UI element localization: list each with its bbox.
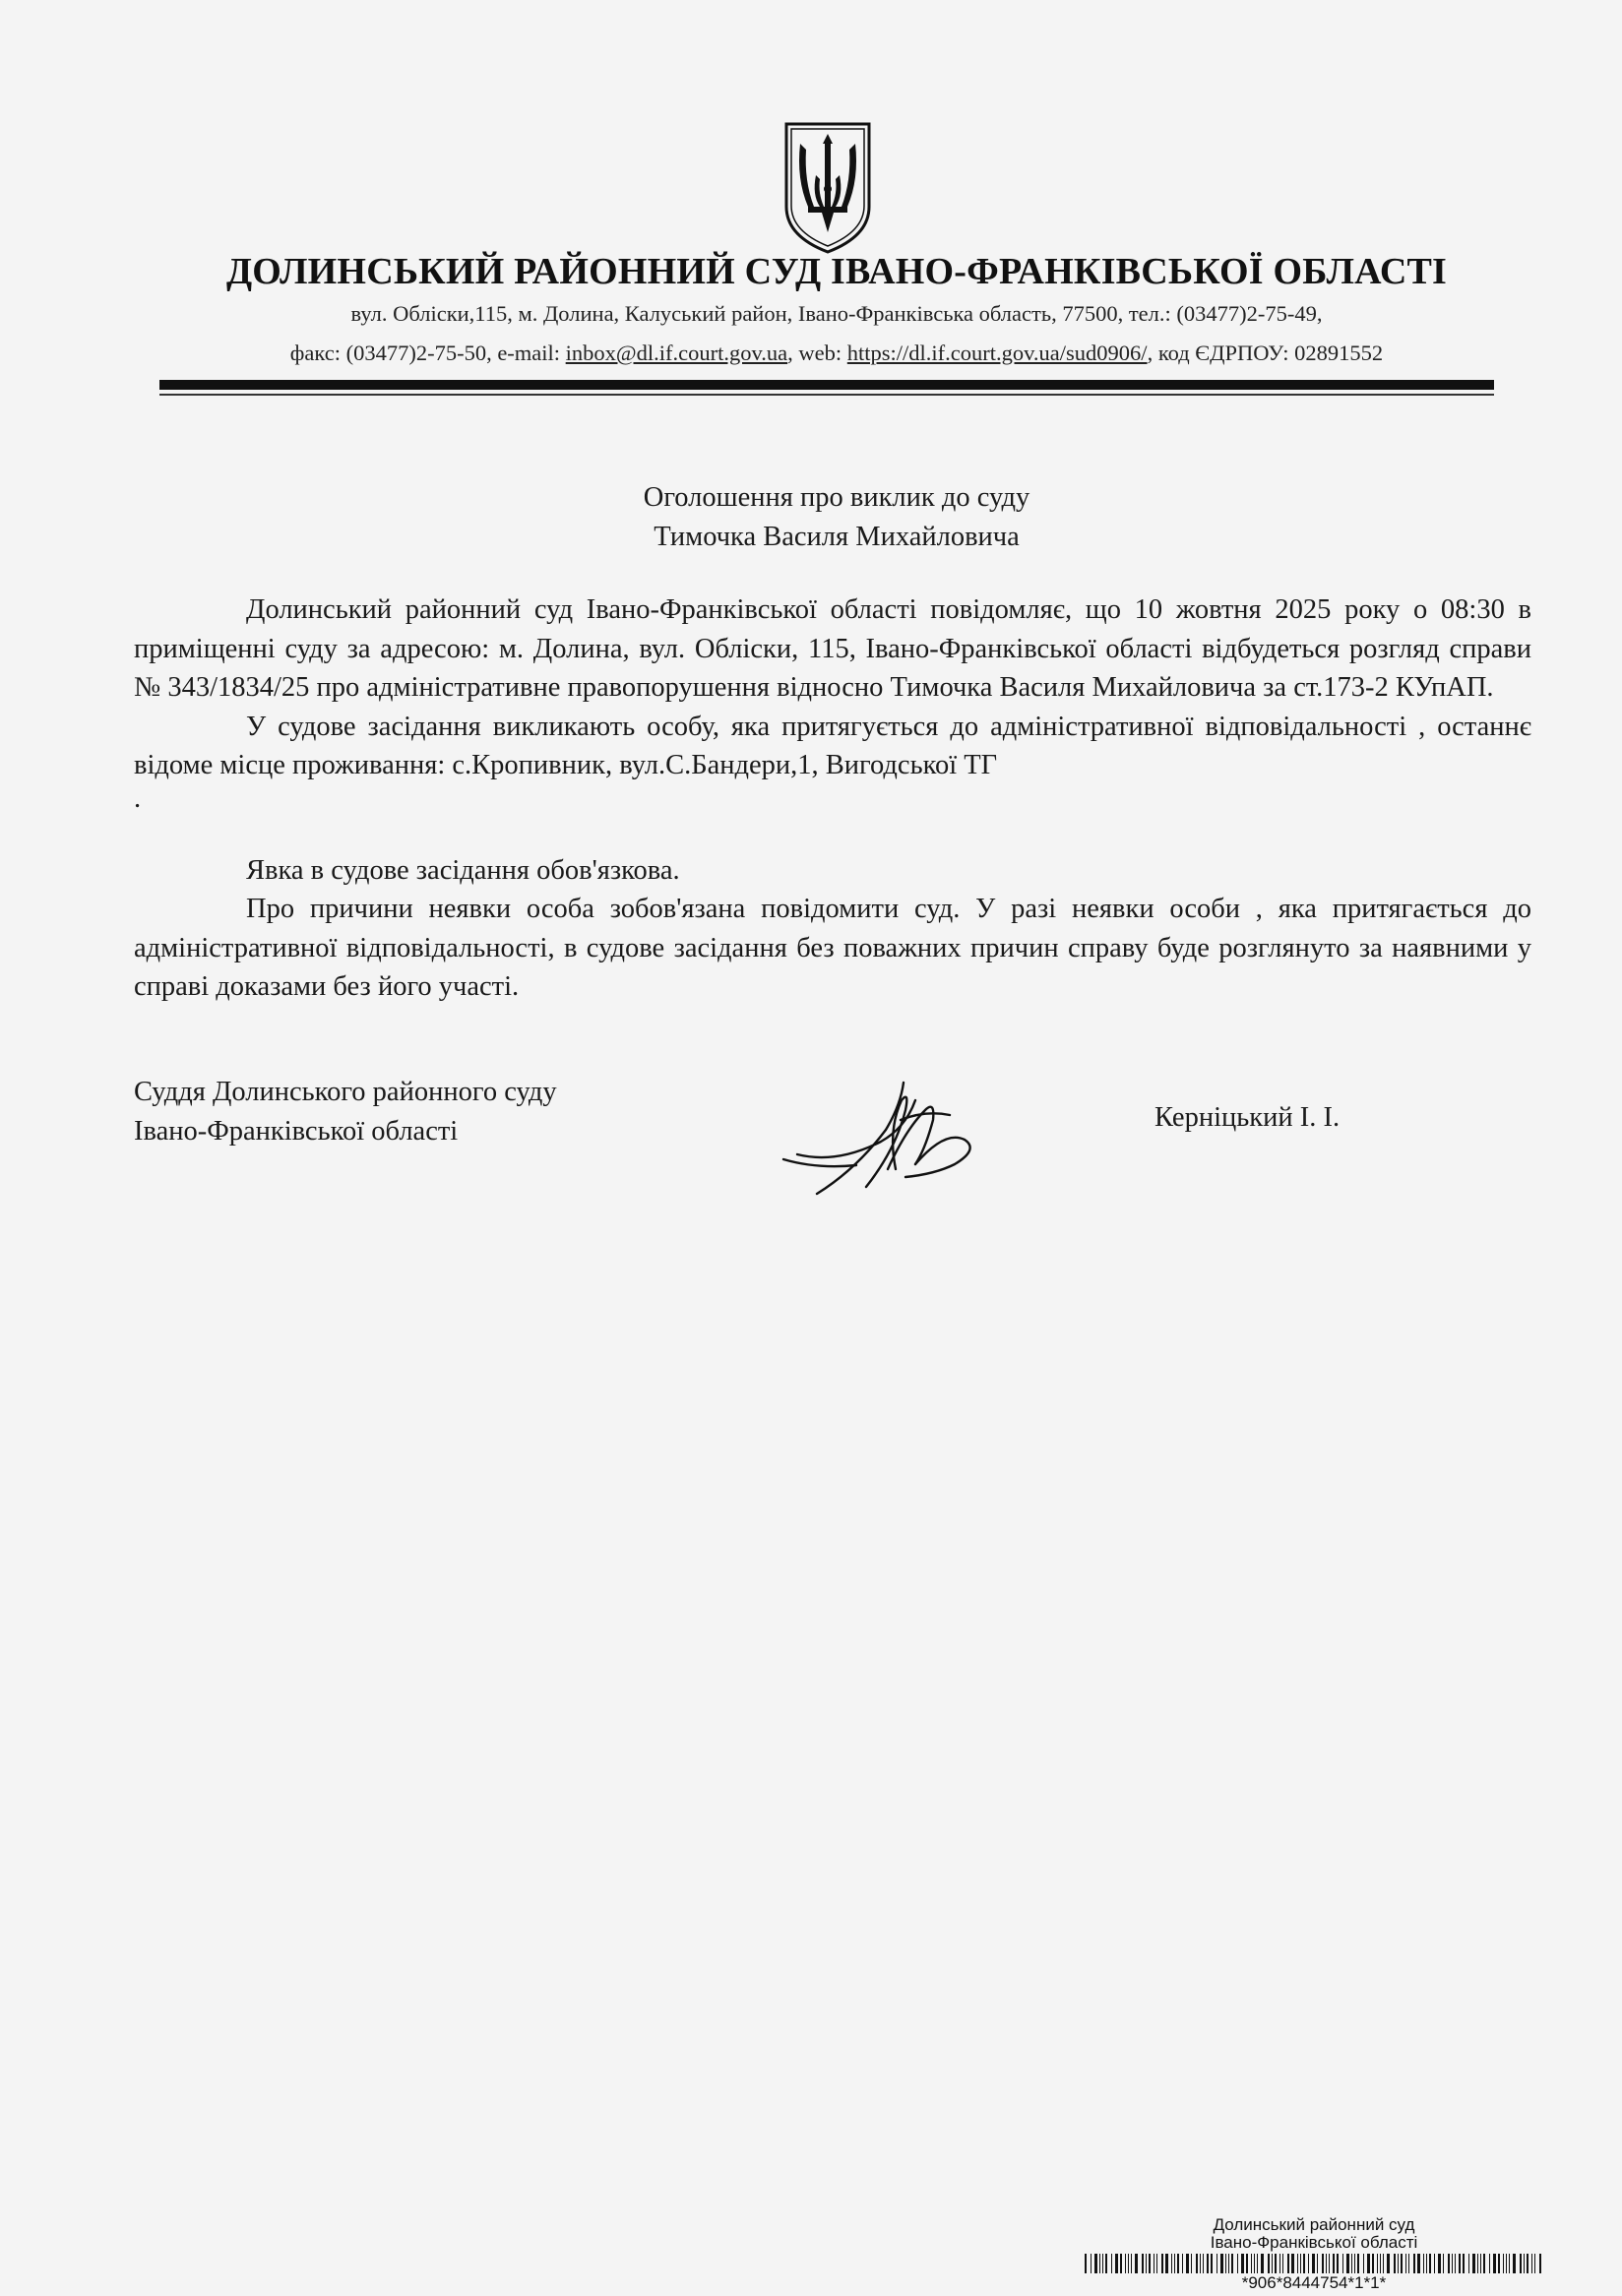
- stamp-line1: Долинський районний суд: [1213, 2215, 1415, 2234]
- header-divider-thick: [159, 380, 1494, 390]
- paragraph-attendance: Явка в судове засідання обов'язкова.: [246, 854, 680, 886]
- paragraph-absence-consequences: Про причини неявки особа зобов'язана повідомити суд. У разі неявки особи , яка притягається до адміністративної відповідальності, в судове засідання без поважних причин справу буде розглянуто за наявними у справі доказами без його участі.: [134, 894, 1531, 1002]
- paragraph-dot: .: [134, 782, 142, 814]
- barcode-number: *906*8444754*1*1*: [1241, 2273, 1387, 2292]
- judge-title: [134, 1073, 557, 1151]
- court-contacts: [148, 341, 1526, 366]
- paragraph-summons: У судове засідання викликають особу, яка притягується до адміністративної відповідальності , останнє відоме місце проживання: с.Кропивник, вул.С.Бандери,1, Вигодської ТГ: [134, 711, 1531, 780]
- judge-title-line2: Івано-Франківської області: [134, 1116, 459, 1147]
- email-link[interactable]: inbox@dl.if.court.gov.ua: [565, 341, 788, 365]
- paragraph-hearing-info: Долинський районний суд Івано-Франківської області повідомляє, що 10 жовтня 2025 року о 08:30 в приміщенні суду за адресою: м. Долина, вул. Обліски, 115, Івано-Франківської області відбудеться розгляд справи № 343/1834/25 про адміністративне правопорушення відносно Тимочка Василя Михайловича за ст.173-2 КУпАП.: [134, 594, 1531, 703]
- header-divider-thin: [159, 394, 1494, 396]
- court-name: ДОЛИНСЬКИЙ РАЙОННИЙ СУД ІВАНО-ФРАНКІВСЬКОЇ ОБЛАСТІ: [225, 251, 1448, 292]
- court-address: вул. Обліски,115, м. Долина, Калуський район, Івано-Франківська область, 77500, тел.: (03477)2-75-49,: [350, 301, 1323, 326]
- notice-body: [134, 590, 1531, 1007]
- barcode: [1083, 2254, 1545, 2273]
- judge-name: Керніцький І. І.: [1154, 1102, 1341, 1133]
- edrpou-code: , код ЄДРПОУ: 02891552: [1147, 341, 1384, 365]
- coat-of-arms-icon: [782, 120, 873, 256]
- registration-stamp: [1083, 2216, 1545, 2252]
- web-prefix: , web:: [787, 341, 847, 365]
- fax-text: факс: (03477)2-75-50, e-mail:: [289, 341, 566, 365]
- notice-title: Оголошення про виклик до суду: [643, 482, 1030, 513]
- notice-subject: Тимочка Василя Михайловича: [654, 522, 1020, 552]
- handwritten-signature: [778, 1071, 994, 1209]
- judge-title-line1: Суддя Долинського районного суду: [134, 1077, 557, 1107]
- stamp-line2: Івано-Франківської області: [1210, 2233, 1418, 2252]
- web-link[interactable]: https://dl.if.court.gov.ua/sud0906/: [846, 341, 1148, 365]
